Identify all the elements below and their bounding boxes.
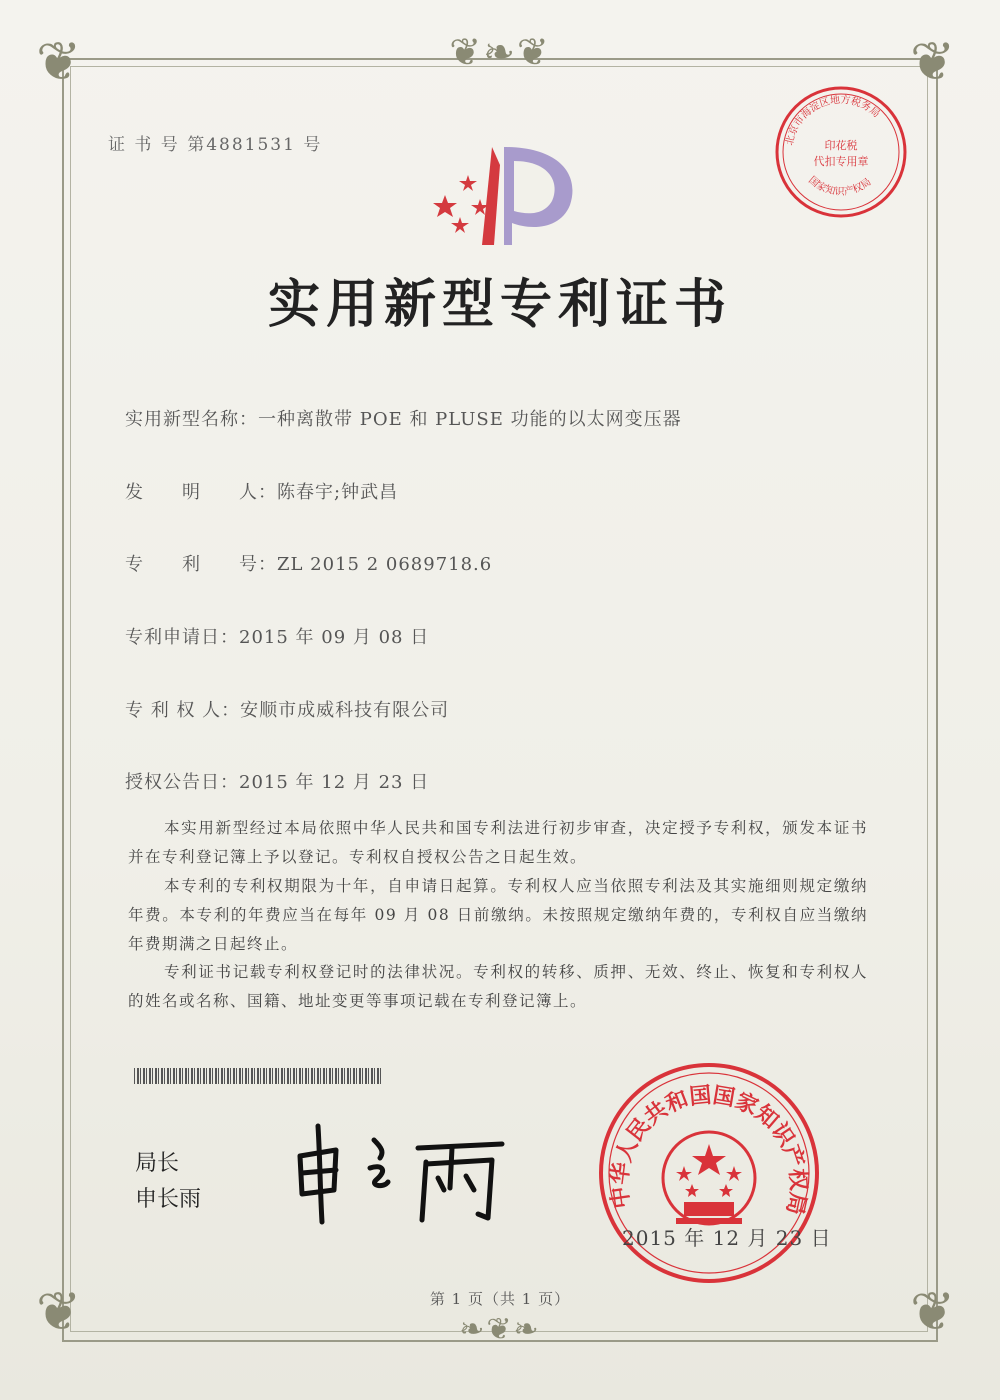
paragraph-term-fees: 本专利的专利权期限为十年，自申请日起算。专利权人应当依照专利法及其实施细则规定缴纳年费。本专利的年费应当在每年 09 月 08 日前缴纳。未按照规定缴纳年费的，专利权自应当缴纳年费期满之日起终止。 — [128, 877, 868, 953]
corner-ornament-br: ❦ — [910, 1280, 958, 1343]
field-label: 实用新型名称： — [125, 409, 258, 430]
field-value: ZL 2015 2 0689718.6 — [277, 554, 493, 575]
certificate-number-suffix: 号 — [303, 135, 323, 155]
field-value: 一种离散带 POE 和 PLUSE 功能的以太网变压器 — [258, 409, 682, 430]
field-value: 安顺市成威科技有限公司 — [240, 700, 450, 721]
tax-seal-inner-text-1: 印花税 — [824, 139, 858, 152]
director-signature — [292, 1118, 512, 1228]
paragraph-legal-status: 专利证书记载专利权登记时的法律状况。专利权的转移、质押、无效、终止、恢复和专利权人的姓名或名称、国籍、地址变更等事项记载在专利登记簿上。 — [128, 963, 868, 1010]
corner-ornament-tr: ❦ — [910, 30, 958, 93]
top-ornament: ❦❧❦ — [449, 30, 551, 74]
paragraph-grant-statement: 本实用新型经过本局依照中华人民共和国专利法进行初步审查，决定授予专利权，颁发本证书并在专利登记簿上予以登记。专利权自授权公告之日起生效。 — [128, 819, 868, 866]
field-label: 专 利 号： — [125, 554, 277, 575]
field-application-date — [125, 623, 429, 649]
field-patentee — [125, 696, 449, 722]
director-title: 局长 — [135, 1151, 180, 1176]
field-label: 授权公告日： — [125, 772, 239, 793]
seal-main-text: 中华人民共和国国家知识产权局 — [607, 1083, 811, 1217]
tax-seal-inner-text-2: 代扣专用章 — [813, 155, 869, 168]
certificate-number — [108, 130, 322, 155]
field-value: 2015 年 09 月 08 日 — [239, 627, 430, 648]
patent-office-seal — [596, 1060, 822, 1286]
field-label: 专 利 权 人： — [125, 700, 241, 721]
field-label: 专利申请日： — [125, 627, 239, 648]
seal-date: 2015 年 12 月 23 日 — [622, 1226, 832, 1250]
certificate-number-value: 4881531 — [206, 135, 296, 155]
director-name: 申长雨 — [135, 1187, 202, 1212]
certificate-title: 实用新型专利证书 — [267, 275, 732, 335]
tax-stamp-seal — [772, 83, 910, 221]
patent-office-logo — [420, 135, 590, 260]
field-grant-date — [125, 768, 429, 794]
field-inventor — [125, 478, 398, 504]
barcode — [134, 1068, 382, 1084]
field-value: 陈春宇;钟武昌 — [277, 482, 399, 503]
field-patent-number — [125, 550, 492, 576]
field-value: 2015 年 12 月 23 日 — [239, 772, 430, 793]
tax-seal-bottom-text: 国家知识产权局 — [806, 174, 874, 198]
bottom-ornament: ❧❦❧ — [459, 1312, 541, 1347]
corner-ornament-tl: ❦ — [36, 30, 84, 93]
field-utility-model-name — [125, 405, 682, 431]
field-label: 发 明 人： — [125, 482, 277, 503]
page-number: 第 1 页（共 1 页） — [429, 1290, 571, 1308]
tax-seal-outer-text: 北京市海淀区地方税务局 — [784, 94, 882, 147]
corner-ornament-bl: ❦ — [36, 1280, 84, 1343]
certificate-number-label: 证 书 号 第 — [108, 135, 207, 155]
